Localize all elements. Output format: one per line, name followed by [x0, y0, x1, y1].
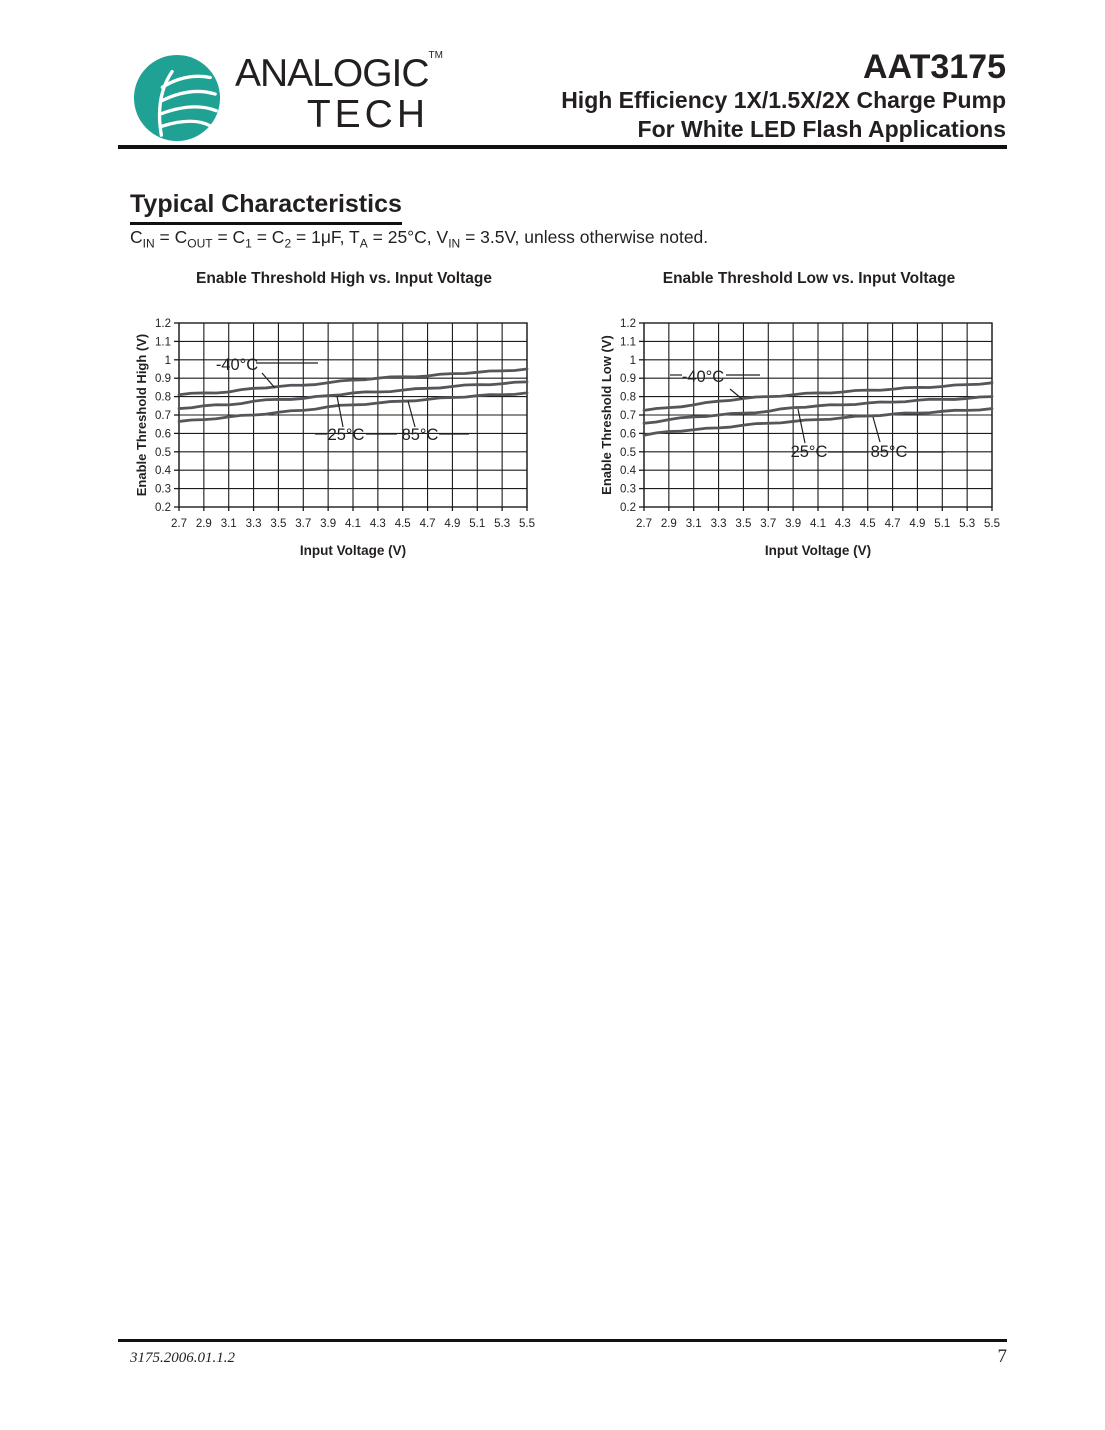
svg-text:2.9: 2.9: [660, 518, 677, 530]
svg-text:3.3: 3.3: [710, 518, 727, 530]
tick-labels: [155, 318, 535, 530]
svg-text:5.5: 5.5: [519, 518, 535, 530]
document-number: 3175.2006.01.1.2: [130, 1350, 235, 1366]
svg-text:1: 1: [629, 354, 636, 367]
svg-text:5.3: 5.3: [494, 518, 511, 530]
logo-line-analogic: ANALOGIC™: [234, 50, 443, 95]
logo-leaf-icon: [133, 54, 221, 142]
document-title-line1: High Efficiency 1X/1.5X/2X Charge Pump: [561, 87, 1006, 113]
svg-text:-40°C: -40°C: [681, 368, 725, 386]
svg-text:3.7: 3.7: [760, 518, 777, 530]
svg-text:4.7: 4.7: [419, 518, 436, 530]
logo-line-tech: TECH: [306, 92, 429, 136]
trademark-symbol: TM: [428, 50, 443, 61]
svg-text:1.1: 1.1: [620, 336, 636, 349]
svg-text:0.5: 0.5: [620, 446, 636, 459]
document-title-line2: For White LED Flash Applications: [637, 116, 1006, 142]
svg-text:4.1: 4.1: [810, 518, 826, 530]
svg-text:0.5: 0.5: [155, 446, 171, 459]
svg-text:3.9: 3.9: [320, 518, 337, 530]
svg-text:5.5: 5.5: [984, 518, 1000, 530]
svg-text:4.9: 4.9: [909, 518, 926, 530]
section-title: Typical Characteristics: [130, 190, 402, 225]
svg-text:85°C: 85°C: [401, 426, 439, 444]
chart-plot: [121, 310, 551, 572]
svg-text:4.3: 4.3: [369, 518, 386, 530]
svg-text:2.9: 2.9: [195, 518, 212, 530]
svg-text:-40°C: -40°C: [215, 356, 259, 374]
svg-text:5.1: 5.1: [469, 518, 486, 530]
svg-text:5.3: 5.3: [959, 518, 976, 530]
header-rule: [118, 145, 1007, 149]
svg-text:3.5: 3.5: [270, 518, 287, 530]
svg-text:0.7: 0.7: [155, 410, 171, 422]
svg-text:0.9: 0.9: [620, 373, 636, 386]
svg-text:0.2: 0.2: [155, 502, 171, 514]
footer-rule: [118, 1339, 1007, 1342]
gridlines: [644, 323, 992, 507]
page-number: 7: [997, 1346, 1007, 1367]
svg-text:1.1: 1.1: [155, 336, 171, 349]
svg-text:0.6: 0.6: [620, 428, 636, 441]
svg-text:1.2: 1.2: [155, 318, 171, 330]
svg-text:4.9: 4.9: [444, 518, 461, 530]
y-axis-label: Enable Threshold High (V): [134, 333, 149, 497]
y-axis-label: Enable Threshold Low (V): [599, 335, 614, 495]
x-axis-label: Input Voltage (V): [299, 543, 407, 558]
svg-text:3.7: 3.7: [295, 518, 312, 530]
tick-labels: [620, 318, 1000, 530]
svg-text:4.3: 4.3: [834, 518, 851, 530]
svg-text:25°C: 25°C: [790, 443, 828, 461]
svg-text:1.2: 1.2: [620, 318, 636, 330]
svg-text:4.1: 4.1: [345, 518, 361, 530]
svg-text:1: 1: [164, 354, 171, 367]
svg-text:85°C: 85°C: [870, 443, 908, 461]
chart-plot: [586, 310, 1016, 572]
svg-text:0.3: 0.3: [155, 483, 171, 496]
svg-text:3.3: 3.3: [245, 518, 262, 530]
svg-text:4.5: 4.5: [859, 518, 876, 530]
svg-text:5.1: 5.1: [934, 518, 951, 530]
svg-text:0.3: 0.3: [620, 483, 636, 496]
document-header: [561, 48, 1006, 144]
svg-text:2.7: 2.7: [171, 518, 187, 530]
svg-text:0.7: 0.7: [620, 410, 636, 422]
svg-text:0.2: 0.2: [620, 502, 636, 514]
svg-text:2.7: 2.7: [636, 518, 652, 530]
svg-text:3.5: 3.5: [735, 518, 752, 530]
svg-text:4.5: 4.5: [394, 518, 411, 530]
chart-title: Enable Threshold High vs. Input Voltage: [196, 270, 492, 287]
chart-title: Enable Threshold Low vs. Input Voltage: [662, 270, 956, 287]
svg-text:3.1: 3.1: [220, 518, 237, 530]
svg-text:0.8: 0.8: [155, 391, 171, 404]
svg-text:3.1: 3.1: [685, 518, 702, 530]
svg-text:3.9: 3.9: [785, 518, 802, 530]
svg-text:4.7: 4.7: [884, 518, 901, 530]
test-conditions: $C_{IN} = C_{OUT} = C_1 = C_2 = 1\mu F$, $T_A = 25^\circ C$, $V_{IN} = 3.5V$, unless otherwise noted.: [130, 227, 709, 251]
x-axis-label: Input Voltage (V): [764, 543, 872, 558]
svg-text:0.8: 0.8: [620, 391, 636, 404]
svg-text:0.4: 0.4: [620, 465, 636, 478]
svg-text:0.6: 0.6: [155, 428, 171, 441]
svg-text:0.9: 0.9: [155, 373, 171, 386]
svg-text:25°C: 25°C: [327, 426, 365, 444]
part-number: AAT3175: [863, 48, 1006, 86]
logo-wordmark: [221, 50, 443, 136]
svg-text:0.4: 0.4: [155, 465, 171, 478]
gridlines: [179, 323, 527, 507]
